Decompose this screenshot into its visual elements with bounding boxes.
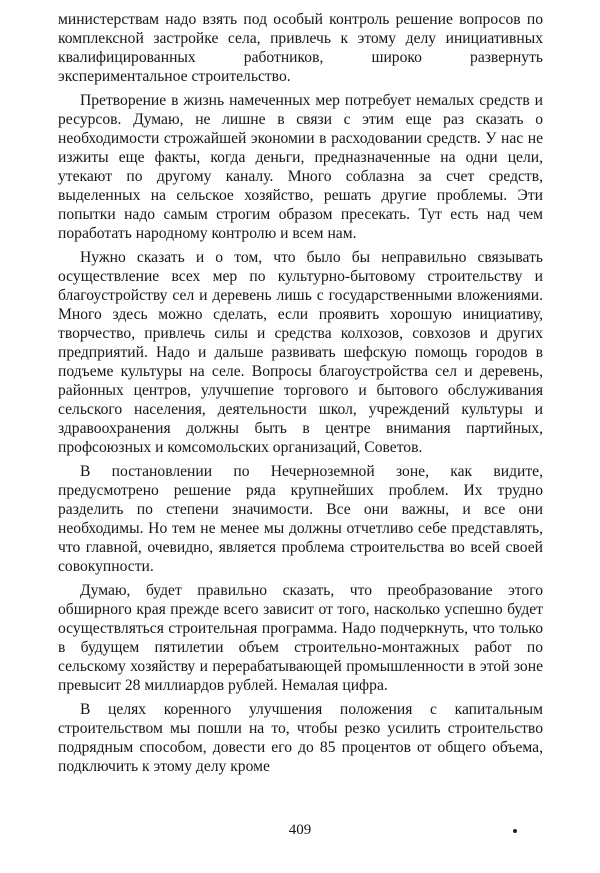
paragraph-continuation: министерствам надо взять под особый контроль решение вопросов по комплексной застройке села, привлечь к этому делу инициативных квалифицированных работников, широко развернуть экспериментальное строительство. (58, 11, 543, 85)
paragraph: Думаю, будет правильно сказать, что преобразование этого обширного края прежде всего зависит от того, насколько успешно будет осуществляться строительная программа. Надо подчеркнуть, что только в будущем пятилетии объем строительно-монтажных работ по сельскому хозяйству и перерабатывающей промышленности в этой зоне превысит 28 миллиардов рублей. Немалая цифра. (58, 582, 543, 694)
body-text (58, 10, 543, 781)
page-number: 409 (288, 822, 312, 838)
paragraph: В целях коренного улучшения положения с капитальным строительством мы пошли на то, чтобы резко усилить строительство подрядным способом, довести его до 85 процентов от общего объема, подключить к этому делу кроме (58, 701, 543, 775)
paragraph: Претворение в жизнь намеченных мер потребует немалых средств и ресурсов. Думаю, не лишне в связи с этим еще раз сказать о необходимости строжайшей экономии в расходовании средств. У нас не изжиты еще факты, когда деньги, предназначенные на одни цели, утекают по другому каналу. Много соблазна за счет средств, выделенных на сельское хозяйство, решать другие проблемы. Эти попытки надо самым строгим образом пресекать. Тут есть над чем поработать народному контролю и всем нам. (58, 92, 543, 242)
paragraph: Нужно сказать и о том, что было бы неправильно связывать осуществление всех мер по культурно-бытовому строительству и благоустройству сел и деревень лишь с государственными вложениями. Много здесь можно сделать, если проявить хорошую инициативу, творчество, привлечь силы и средства колхозов, совхозов и других предприятий. Надо и дальше развивать шефскую помощь городов в подъеме культуры на селе. Вопросы благоустройства сел и деревень, районных центров, улучшепие торгового и бытового обслуживания сельского населения, деятельности школ, учреждений культуры и здравоохранения должны быть в центре внимания партийных, профсоюзных и комсомольских организаций, Советов. (58, 249, 543, 456)
paragraph: В постановлении по Нечерноземной зоне, как видите, предусмотрено решение ряда крупнейших проблем. Их трудно разделить по степени значимости. Все они важны, и все они необходимы. Но тем не менее мы должны отчетливо себе представлять, что главной, очевидно, является проблема строительства во всей своей совокупности. (58, 463, 543, 575)
print-speck (513, 829, 517, 833)
